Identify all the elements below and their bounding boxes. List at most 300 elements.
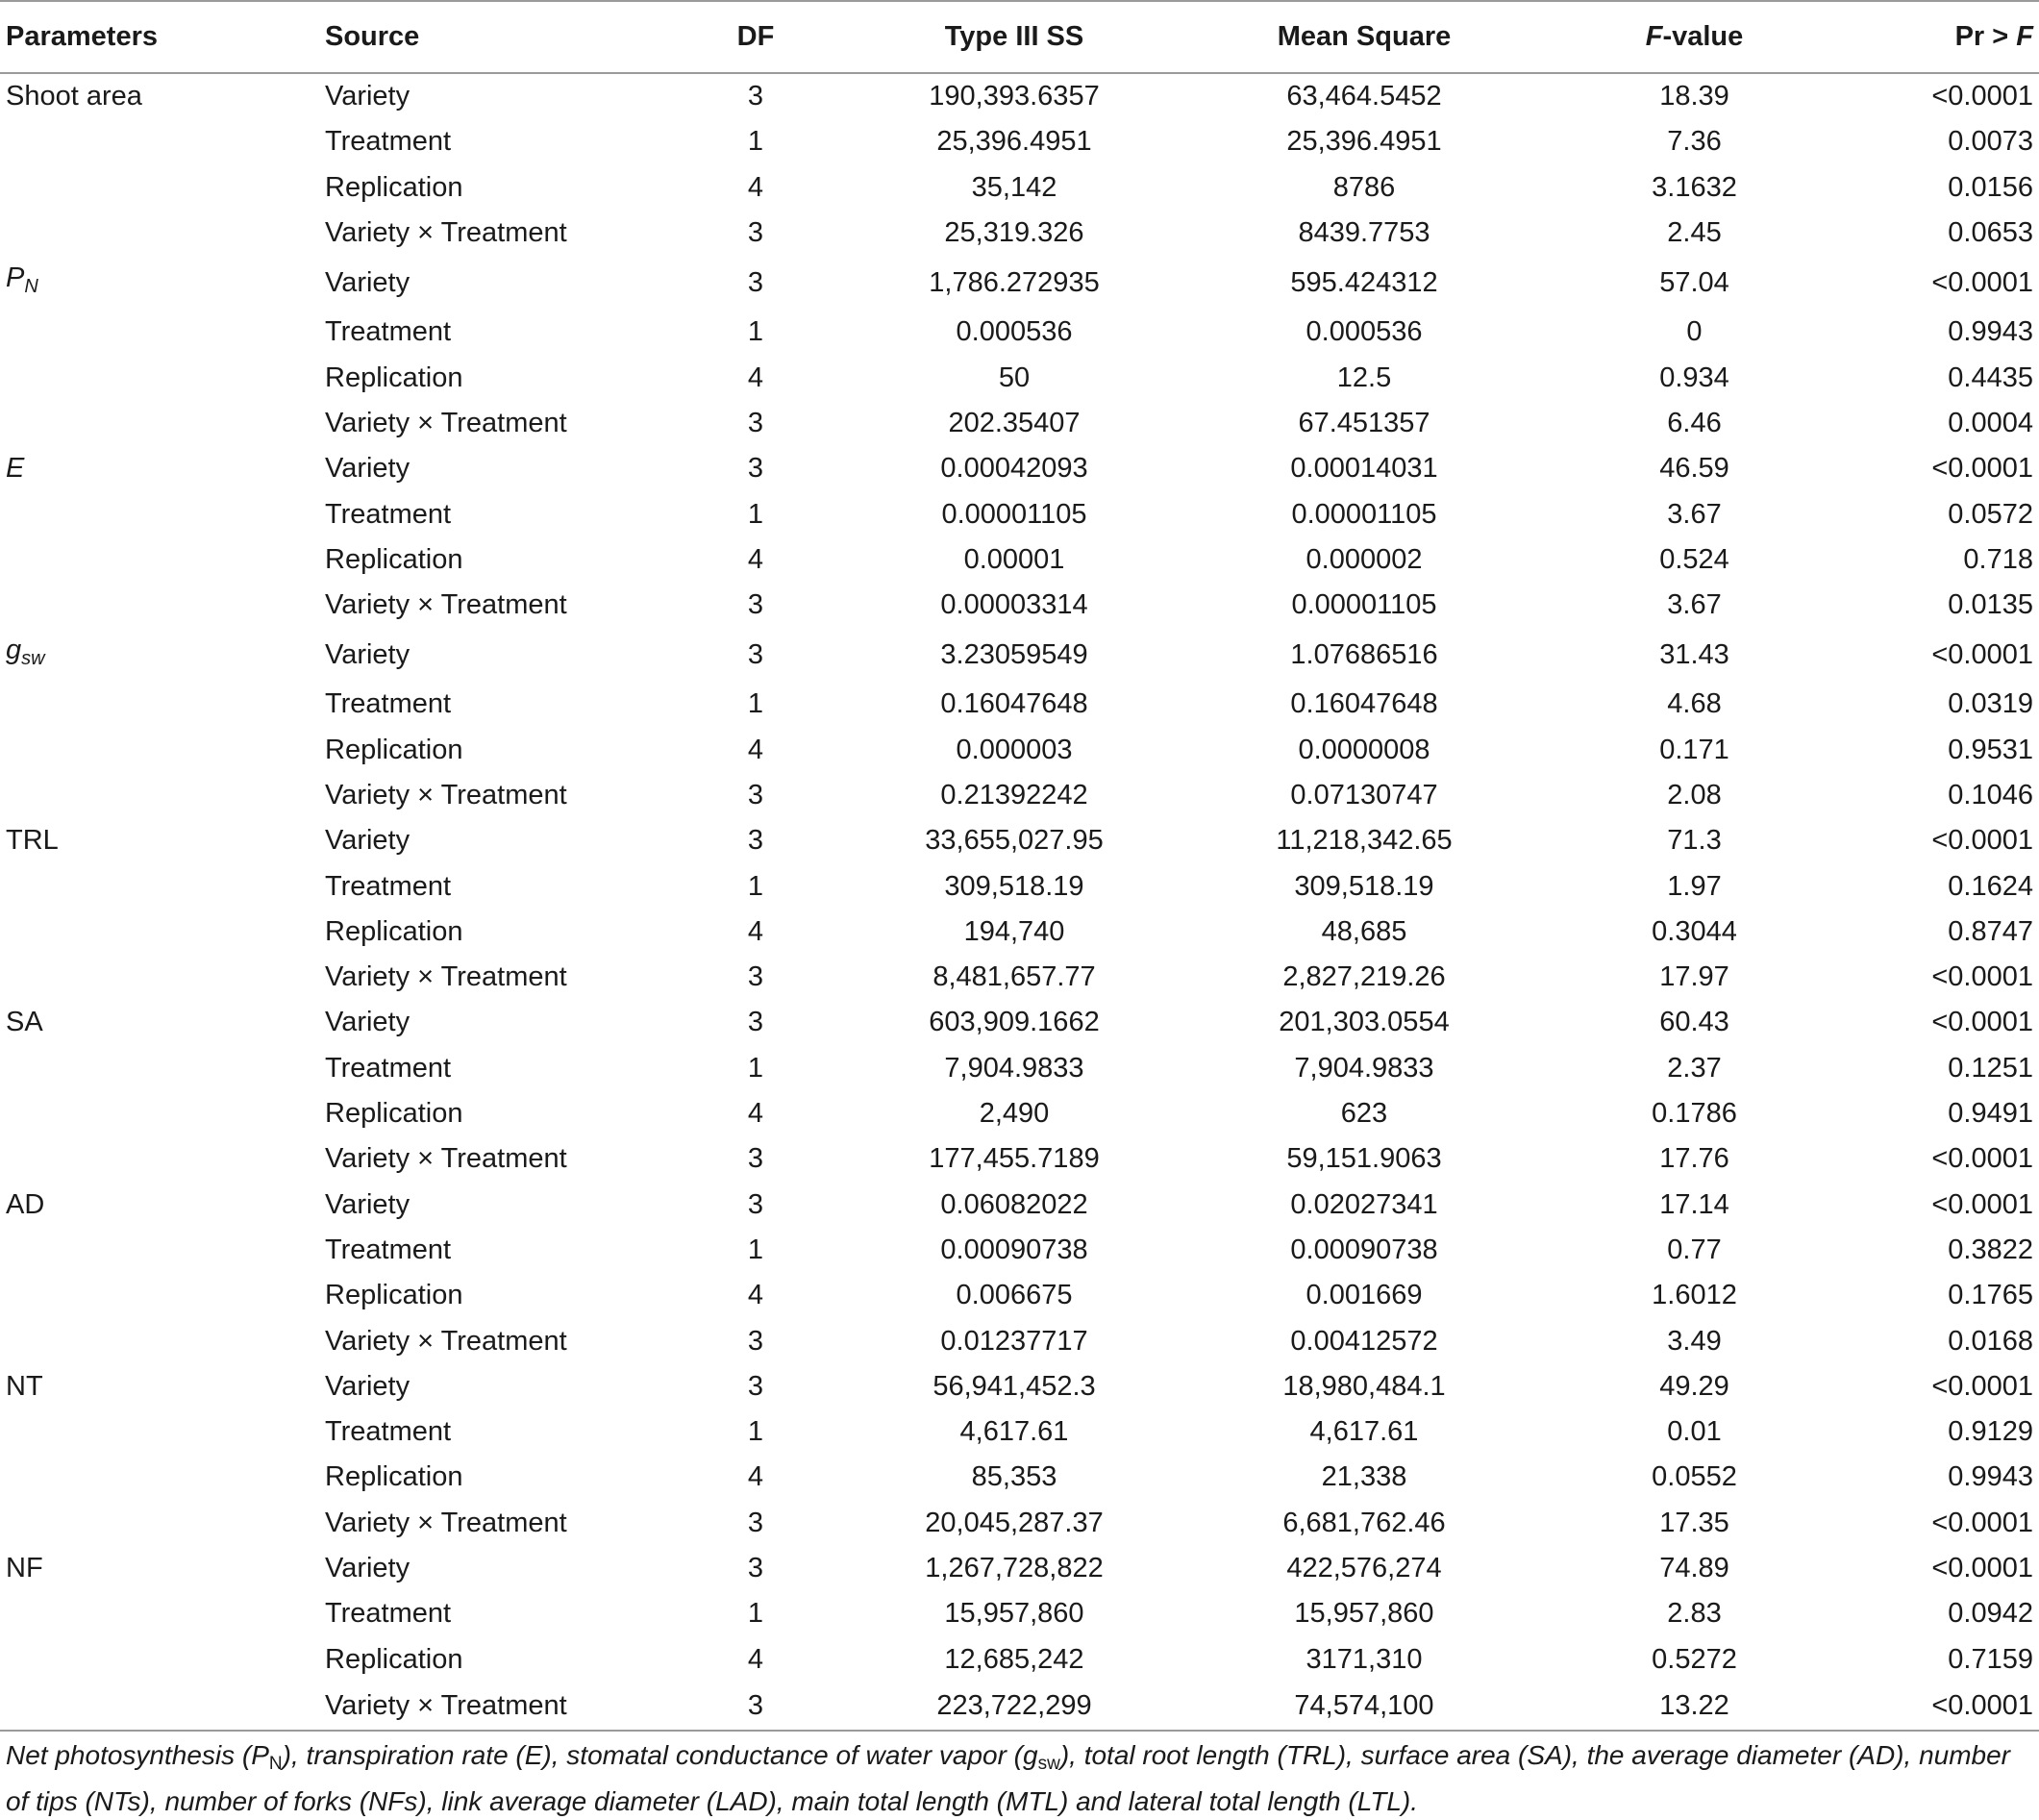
header-parameters: Parameters (0, 1, 325, 73)
cell-f-value: 60.43 (1659, 1007, 1729, 1038)
cell-f-value: 0.5272 (1652, 1643, 1737, 1675)
cell-type-iii-ss: 1,267,728,822 (925, 1553, 1104, 1584)
table-row (0, 1409, 2039, 1455)
cell-p-value: <0.0001 (1931, 961, 2033, 993)
cell-p-value: 0.1765 (1948, 1280, 2033, 1311)
cell-f-value: 17.97 (1659, 961, 1729, 993)
cell-source: Variety (325, 638, 410, 670)
table-row (0, 1637, 2039, 1683)
cell-mean-square: 595.424312 (1290, 266, 1438, 298)
parameter-label: Shoot area (6, 81, 142, 112)
cell-parameter (0, 1318, 325, 1363)
cell-p-value: <0.0001 (1931, 1007, 2033, 1038)
cell-source: Treatment (325, 688, 452, 720)
table-row (0, 910, 2039, 955)
cell-mean-square: 0.07130747 (1290, 780, 1438, 810)
cell-f-value: 2.37 (1667, 1052, 1722, 1084)
cell-df: 4 (747, 171, 764, 203)
cell-f-value: 18.39 (1659, 81, 1729, 112)
cell-p-value: 0.9943 (1948, 316, 2033, 348)
cell-df: 4 (747, 1643, 764, 1675)
header-type-iii-ss: Type III SS (838, 1, 1190, 73)
table-row (0, 1000, 2039, 1045)
cell-type-iii-ss: 177,455.7189 (929, 1143, 1100, 1175)
cell-parameter (0, 1183, 325, 1228)
cell-mean-square: 74,574,100 (1190, 1683, 1538, 1731)
table-row (0, 1501, 2039, 1546)
cell-type-iii-ss: 0.00003314 (940, 589, 1088, 621)
cell-df: 1 (747, 316, 764, 348)
header-p-prefix: Pr > (1954, 21, 2017, 52)
cell-source: Variety (325, 1188, 410, 1220)
cell-df: 3 (747, 407, 764, 438)
header-f-letter: F (1645, 21, 1663, 52)
cell-parameter (0, 863, 325, 909)
cell-source: Replication (325, 1461, 463, 1493)
cell-type-iii-ss: 190,393.6357 (929, 81, 1100, 112)
cell-p-value: <0.0001 (1931, 825, 2033, 857)
cell-parameter (0, 119, 325, 164)
parameter-subscript: N (24, 276, 38, 298)
cell-df: 1 (747, 1416, 764, 1448)
cell-f-value: 6.46 (1667, 407, 1722, 438)
cell-df: 3 (747, 81, 764, 112)
table-row (0, 165, 2039, 211)
table-row (0, 583, 2039, 628)
cell-parameter (0, 446, 325, 491)
cell-mean-square: 0.00014031 (1290, 453, 1438, 485)
cell-type-iii-ss: 0.06082022 (940, 1188, 1088, 1220)
cell-f-value: 0 (1686, 316, 1703, 348)
cell-mean-square: 18,980,484.1 (1282, 1370, 1446, 1402)
cell-f-value: 49.29 (1659, 1370, 1729, 1402)
cell-f-value: 3.67 (1667, 589, 1722, 621)
cell-p-value: 0.0004 (1948, 407, 2033, 438)
cell-f-value: 17.35 (1659, 1507, 1729, 1538)
cell-f-value: 0.0552 (1652, 1461, 1737, 1493)
cell-p-value: 0.718 (1963, 543, 2033, 575)
cell-mean-square: 2,827,219.26 (1282, 961, 1446, 993)
table-row (0, 256, 2039, 310)
cell-type-iii-ss: 3.23059549 (940, 638, 1088, 670)
cell-df: 1 (747, 1234, 764, 1265)
cell-df: 4 (747, 1098, 764, 1130)
parameter-label: AD (6, 1188, 45, 1220)
cell-mean-square: 48,685 (1321, 915, 1407, 947)
cell-source: Variety × Treatment (325, 1507, 567, 1538)
cell-parameter (0, 165, 325, 211)
cell-f-value: 0.01 (1667, 1416, 1722, 1448)
cell-source: Replication (325, 915, 463, 947)
cell-source: Replication (325, 1643, 463, 1675)
cell-df: 1 (747, 126, 764, 158)
cell-parameter (0, 1501, 325, 1546)
table-row (0, 955, 2039, 1000)
cell-parameter (0, 537, 325, 583)
cell-mean-square: 21,338 (1321, 1461, 1407, 1493)
cell-df: 4 (747, 362, 764, 393)
cell-f-value: 31.43 (1659, 638, 1729, 670)
cell-f-value: 17.14 (1659, 1188, 1729, 1220)
cell-mean-square: 0.000002 (1305, 543, 1423, 575)
cell-mean-square: 8439.7753 (1298, 217, 1430, 249)
cell-f-value: 0.1786 (1652, 1098, 1737, 1130)
table-row (0, 310, 2039, 355)
table-row (0, 1455, 2039, 1500)
cell-parameter (0, 955, 325, 1000)
cell-source: Variety × Treatment (325, 217, 567, 249)
cell-source: Treatment (325, 126, 452, 158)
cell-parameter (0, 1455, 325, 1500)
cell-mean-square: 8786 (1332, 171, 1396, 203)
table-row (0, 537, 2039, 583)
cell-type-iii-ss: 309,518.19 (944, 870, 1084, 902)
cell-source: Variety (325, 825, 410, 857)
cell-df: 3 (747, 1370, 764, 1402)
table-row (0, 628, 2039, 682)
footnote-sub-1: N (268, 1754, 283, 1774)
header-source: Source (325, 1, 673, 73)
table-row (0, 401, 2039, 446)
cell-f-value: 2.83 (1667, 1598, 1722, 1630)
cell-f-value: 3.1632 (1652, 171, 1737, 203)
cell-parameter (0, 211, 325, 256)
cell-mean-square: 1.07686516 (1290, 638, 1438, 670)
cell-type-iii-ss: 4,617.61 (959, 1416, 1069, 1448)
cell-source: Variety (325, 266, 410, 298)
cell-source: Replication (325, 171, 463, 203)
cell-parameter (0, 1409, 325, 1455)
cell-mean-square: 59,151.9063 (1286, 1143, 1442, 1175)
cell-f-value: 1.6012 (1652, 1280, 1737, 1311)
cell-mean-square: 67.451357 (1298, 407, 1430, 438)
table-row (0, 1546, 2039, 1591)
header-f-value (1538, 1, 1851, 73)
cell-source: Variety (325, 1553, 410, 1584)
cell-parameter (0, 491, 325, 536)
cell-mean-square: 0.0000008 (1298, 734, 1430, 765)
cell-type-iii-ss: 0.000003 (956, 734, 1073, 765)
cell-parameter (0, 1273, 325, 1318)
header-df: DF (673, 1, 838, 73)
cell-type-iii-ss: 0.21392242 (940, 780, 1088, 810)
cell-p-value: 0.7159 (1948, 1643, 2033, 1675)
cell-f-value: 13.22 (1538, 1683, 1851, 1731)
cell-type-iii-ss: 0.16047648 (940, 688, 1088, 720)
cell-parameter (0, 818, 325, 863)
table-row (0, 73, 2039, 119)
cell-parameter (0, 682, 325, 727)
cell-source: Replication (325, 1280, 463, 1311)
cell-type-iii-ss: 25,396.4951 (936, 126, 1092, 158)
header-pr-f (1851, 1, 2039, 73)
cell-f-value: 46.59 (1659, 453, 1729, 485)
header-f-suffix: -value (1662, 21, 1744, 52)
cell-p-value: 0.1624 (1948, 870, 2033, 902)
cell-df: 3 (747, 1553, 764, 1584)
cell-source: Variety × Treatment (325, 407, 567, 438)
cell-parameter (0, 728, 325, 773)
cell-source: Variety (325, 1007, 410, 1038)
cell-p-value: 0.9943 (1948, 1461, 2033, 1493)
cell-parameter (0, 1228, 325, 1273)
cell-parameter (0, 1546, 325, 1591)
cell-p-value: 0.0135 (1948, 589, 2033, 621)
cell-mean-square: 422,576,274 (1286, 1553, 1442, 1584)
cell-df: 3 (747, 1007, 764, 1038)
cell-parameter (0, 583, 325, 628)
cell-parameter (0, 401, 325, 446)
cell-f-value: 3.67 (1667, 498, 1722, 530)
cell-p-value: 0.0156 (1948, 171, 2033, 203)
cell-mean-square: 63,464.5452 (1286, 81, 1442, 112)
cell-p-value: 0.1251 (1948, 1052, 2033, 1084)
cell-f-value: 7.36 (1667, 126, 1722, 158)
cell-source: Treatment (325, 316, 452, 348)
cell-source: Treatment (325, 870, 452, 902)
cell-p-value: <0.0001 (1851, 1683, 2039, 1731)
cell-source: Replication (325, 362, 463, 393)
cell-p-value: 0.9491 (1948, 1098, 2033, 1130)
table-row (0, 211, 2039, 256)
cell-source: Replication (325, 1098, 463, 1130)
cell-type-iii-ss: 202.35407 (948, 407, 1081, 438)
cell-df: 1 (747, 688, 764, 720)
cell-mean-square: 201,303.0554 (1279, 1007, 1450, 1038)
cell-f-value: 0.77 (1667, 1234, 1722, 1265)
cell-type-iii-ss: 85,353 (971, 1461, 1057, 1493)
cell-type-iii-ss: 0.000536 (956, 316, 1073, 348)
cell-p-value: 0.0942 (1948, 1598, 2033, 1630)
cell-type-iii-ss: 223,722,299 (838, 1683, 1190, 1731)
cell-source: Replication (325, 734, 463, 765)
cell-type-iii-ss: 56,941,452.3 (932, 1370, 1096, 1402)
cell-f-value: 0.934 (1659, 362, 1729, 393)
cell-mean-square: 0.00412572 (1290, 1325, 1438, 1357)
parameter-label: SA (6, 1007, 43, 1038)
cell-f-value: 74.89 (1659, 1553, 1729, 1584)
cell-p-value: <0.0001 (1931, 1188, 2033, 1220)
cell-df: 1 (747, 870, 764, 902)
cell-p-value: 0.0168 (1948, 1325, 2033, 1357)
cell-df: 3 (747, 780, 764, 810)
cell-mean-square: 7,904.9833 (1294, 1052, 1434, 1084)
cell-f-value: 0.3044 (1652, 915, 1737, 947)
cell-mean-square: 25,396.4951 (1286, 126, 1442, 158)
cell-mean-square: 12.5 (1336, 362, 1392, 393)
header-mean-square: Mean Square (1190, 1, 1538, 73)
cell-p-value: <0.0001 (1931, 266, 2033, 298)
cell-parameter (0, 1591, 325, 1636)
cell-type-iii-ss: 0.00090738 (940, 1234, 1088, 1265)
cell-p-value: <0.0001 (1931, 638, 2033, 670)
cell-f-value: 2.45 (1667, 217, 1722, 249)
parameter-label: TRL (6, 825, 59, 857)
cell-parameter (0, 1637, 325, 1683)
cell-type-iii-ss: 25,319.326 (944, 217, 1084, 249)
table-row (0, 863, 2039, 909)
cell-mean-square: 0.16047648 (1290, 688, 1438, 720)
cell-type-iii-ss: 33,655,027.95 (925, 825, 1104, 857)
cell-p-value: <0.0001 (1931, 453, 2033, 485)
cell-df: 3 (747, 961, 764, 993)
cell-type-iii-ss: 50 (998, 362, 1031, 393)
table-row (0, 1318, 2039, 1363)
cell-p-value: 0.9129 (1948, 1416, 2033, 1448)
cell-df: 4 (747, 1461, 764, 1493)
cell-type-iii-ss: 20,045,287.37 (925, 1507, 1104, 1538)
cell-mean-square: 0.00001105 (1291, 589, 1437, 621)
cell-df: 3 (747, 1507, 764, 1538)
parameter-label: P (6, 262, 25, 294)
table-row (0, 1136, 2039, 1182)
parameter-label: NF (6, 1553, 43, 1584)
table-body (0, 73, 2039, 1731)
cell-f-value: 17.76 (1659, 1143, 1729, 1175)
cell-p-value: 0.8747 (1948, 915, 2033, 947)
cell-source: Treatment (325, 498, 452, 530)
cell-parameter (0, 1364, 325, 1409)
cell-f-value: 2.08 (1667, 780, 1722, 810)
table-row (0, 1046, 2039, 1091)
cell-mean-square: 4,617.61 (1309, 1416, 1419, 1448)
cell-parameter (0, 910, 325, 955)
cell-p-value: <0.0001 (1931, 81, 2033, 112)
footnote-part-3: ), total root length (TRL), surface area (SA), the average diameter (AD), number of tips (NTs), number of forks (NFs), link average diameter (LAD), main total length (MTL) and lateral total length (LTL). (6, 1740, 2011, 1816)
cell-source: Variety (325, 81, 410, 112)
cell-p-value: <0.0001 (1931, 1553, 2033, 1584)
footnote-part-2: ), transpiration rate (E), stomatal conductance of water vapor (g (282, 1740, 1038, 1770)
parameter-subscript: sw (21, 648, 45, 670)
cell-df: 3 (747, 1143, 764, 1175)
cell-df: 4 (747, 1280, 764, 1311)
parameter-label: NT (6, 1370, 43, 1402)
cell-p-value: 0.9531 (1948, 734, 2033, 765)
cell-source: Variety × Treatment (325, 1325, 567, 1357)
cell-type-iii-ss: 0.00001 (963, 543, 1065, 575)
cell-f-value: 3.49 (1667, 1325, 1722, 1357)
table-row (0, 491, 2039, 536)
cell-df: 4 (747, 734, 764, 765)
table-row (0, 355, 2039, 400)
cell-type-iii-ss: 35,142 (971, 171, 1057, 203)
cell-parameter (0, 310, 325, 355)
header-p-suffix: F (2016, 21, 2033, 52)
cell-f-value: 0.524 (1659, 543, 1729, 575)
cell-mean-square: 3171,310 (1305, 1643, 1423, 1675)
cell-source: Variety × Treatment (325, 589, 567, 621)
table-row (0, 1364, 2039, 1409)
cell-p-value: 0.4435 (1948, 362, 2033, 393)
cell-df: 4 (747, 915, 764, 947)
cell-type-iii-ss: 0.01237717 (940, 1325, 1088, 1357)
cell-source: Variety (325, 453, 410, 485)
cell-mean-square: 11,218,342.65 (1276, 825, 1453, 857)
table-row (0, 446, 2039, 491)
cell-parameter (0, 773, 325, 818)
cell-p-value: 0.3822 (1948, 1234, 2033, 1265)
footnote-part-1: Net photosynthesis (P (6, 1740, 269, 1770)
parameter-label: g (6, 635, 22, 666)
cell-p-value: 0.0319 (1948, 688, 2033, 720)
header-row (0, 1, 2039, 73)
cell-parameter (0, 73, 325, 119)
cell-df: 4 (747, 543, 764, 575)
cell-mean-square: 15,957,860 (1294, 1598, 1434, 1630)
cell-mean-square: 0.000536 (1305, 316, 1423, 348)
cell-mean-square: 309,518.19 (1294, 870, 1434, 902)
cell-p-value: <0.0001 (1931, 1370, 2033, 1402)
cell-df: 1 (747, 1052, 764, 1084)
cell-f-value: 4.68 (1667, 688, 1722, 720)
cell-df: 3 (747, 589, 764, 621)
footnote-sub-2: sw (1037, 1754, 1060, 1774)
cell-type-iii-ss: 2,490 (979, 1098, 1050, 1130)
cell-parameter (0, 256, 325, 310)
cell-source: Treatment (325, 1416, 452, 1448)
cell-source: Treatment (325, 1598, 452, 1630)
table-row (0, 1091, 2039, 1136)
cell-df: 3 (747, 1325, 764, 1357)
cell-p-value: 0.0572 (1948, 498, 2033, 530)
cell-parameter (0, 1000, 325, 1045)
cell-type-iii-ss: 194,740 (963, 915, 1065, 947)
table-row (0, 119, 2039, 164)
cell-f-value: 1.97 (1667, 870, 1722, 902)
cell-type-iii-ss: 8,481,657.77 (932, 961, 1096, 993)
cell-type-iii-ss: 0.00042093 (940, 453, 1088, 485)
cell-df: 3 (747, 825, 764, 857)
cell-mean-square: 0.00090738 (1290, 1234, 1438, 1265)
cell-source: Treatment (325, 1052, 452, 1084)
cell-f-value: 0.171 (1659, 734, 1729, 765)
cell-p-value: <0.0001 (1931, 1143, 2033, 1175)
cell-mean-square: 623 (1340, 1098, 1388, 1130)
table-row (0, 1273, 2039, 1318)
cell-p-value: 0.1046 (1948, 780, 2033, 810)
cell-p-value: 0.0653 (1948, 217, 2033, 249)
cell-p-value: <0.0001 (1931, 1507, 2033, 1538)
cell-parameter (0, 628, 325, 682)
cell-parameter (0, 355, 325, 400)
cell-type-iii-ss: 15,957,860 (944, 1598, 1084, 1630)
cell-parameter (0, 1683, 325, 1731)
table-footnote (6, 1736, 2029, 1820)
cell-source: Variety × Treatment (325, 961, 567, 993)
cell-parameter (0, 1046, 325, 1091)
cell-df: 1 (747, 1598, 764, 1630)
cell-type-iii-ss: 1,786.272935 (929, 266, 1100, 298)
cell-p-value: 0.0073 (1948, 126, 2033, 158)
cell-parameter (0, 1091, 325, 1136)
table-row (0, 1183, 2039, 1228)
cell-df: 3 (747, 453, 764, 485)
cell-df: 3 (747, 1188, 764, 1220)
table-row (0, 1591, 2039, 1636)
cell-f-value: 57.04 (1659, 266, 1729, 298)
table-row (0, 682, 2039, 727)
cell-mean-square: 0.02027341 (1290, 1188, 1438, 1220)
cell-source: Variety (325, 1370, 410, 1402)
table-row (0, 818, 2039, 863)
cell-type-iii-ss: 7,904.9833 (944, 1052, 1084, 1084)
cell-source: Treatment (325, 1234, 452, 1265)
cell-type-iii-ss: 0.006675 (956, 1280, 1073, 1311)
cell-mean-square: 6,681,762.46 (1282, 1507, 1446, 1538)
table-row (0, 773, 2039, 818)
cell-df: 3 (747, 266, 764, 298)
cell-type-iii-ss: 12,685,242 (944, 1643, 1084, 1675)
